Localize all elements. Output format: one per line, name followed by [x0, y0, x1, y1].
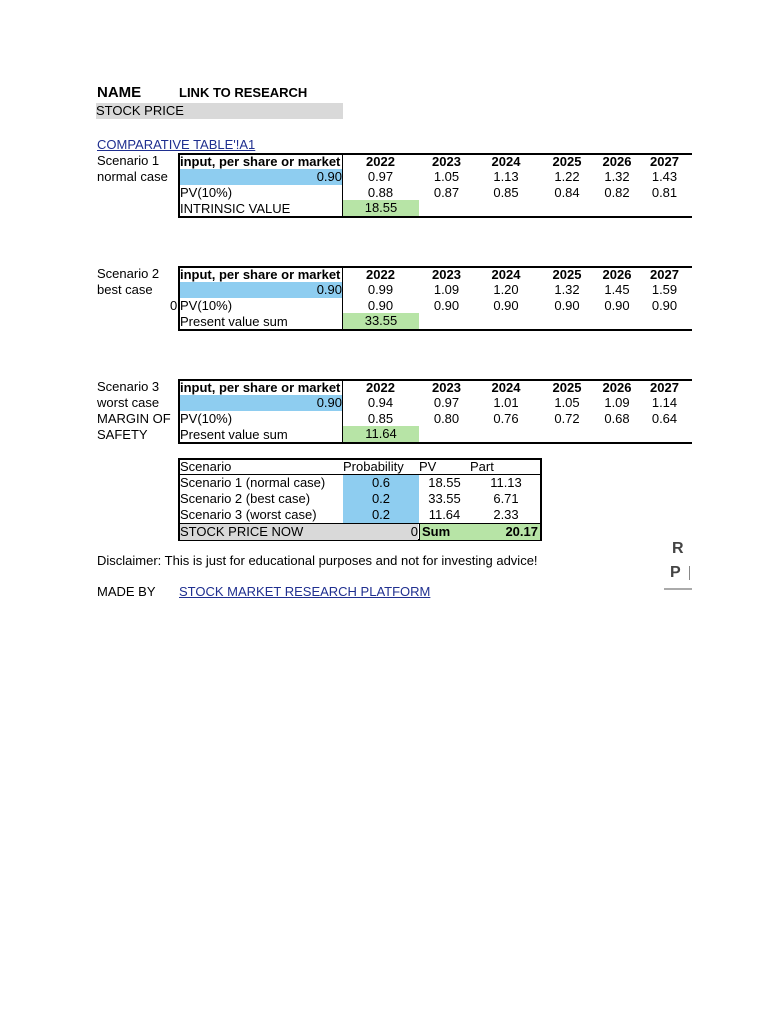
projected-value: 1.09	[604, 395, 630, 410]
year-header: 2026	[602, 267, 632, 282]
projected-value: 1.45	[604, 282, 630, 297]
year-header: 2024	[491, 267, 521, 282]
pv-label: PV(10%)	[180, 185, 233, 200]
year-header: 2027	[650, 380, 679, 395]
pv-value: 0.88	[367, 185, 394, 200]
summary-scenario-name: Scenario 3 (worst case)	[180, 507, 317, 522]
probability-value: 0.6	[371, 475, 391, 490]
projected-value: 1.09	[433, 282, 460, 297]
year-header: 2022	[366, 380, 395, 395]
pv-value: 0.80	[433, 411, 460, 426]
summary-scenario-name: Scenario 2 (best case)	[180, 491, 311, 506]
sum-value-cell[interactable]	[343, 426, 419, 442]
year-header: 2022	[366, 154, 395, 169]
pv-value: 0.84	[554, 185, 580, 200]
sum-value: 33.55	[364, 313, 398, 328]
sum-value: 11.64	[365, 426, 397, 441]
input-value: 0.90	[316, 169, 342, 184]
scenario-subtitle: normal case	[97, 169, 168, 184]
summary-scenario-name: Scenario 1 (normal case)	[180, 475, 326, 490]
year-header: 2023	[432, 380, 461, 395]
comparative-table-link[interactable]: COMPARATIVE TABLE'!A1	[97, 137, 256, 152]
stock-price-now-label: STOCK PRICE NOW	[180, 524, 304, 539]
sum-label: INTRINSIC VALUE	[180, 201, 291, 216]
sum-value-cell[interactable]	[343, 200, 419, 216]
sum-value-cell[interactable]	[343, 313, 419, 329]
year-header: 2026	[602, 154, 632, 169]
projected-value: 1.05	[554, 395, 580, 410]
projected-value: 1.32	[604, 169, 630, 184]
input-header-label: input, per share or market	[180, 267, 341, 282]
side-underline	[664, 588, 692, 590]
side-letter-r: R	[672, 540, 684, 557]
projected-value: 1.32	[554, 282, 580, 297]
side-divider	[689, 566, 690, 580]
year-header: 2026	[602, 380, 632, 395]
projected-value: 1.59	[651, 282, 678, 297]
year-header: 2023	[432, 267, 461, 282]
input-value-cell[interactable]	[180, 282, 342, 298]
input-value: 0.90	[316, 282, 342, 297]
projected-value: 0.97	[367, 169, 394, 184]
projected-value: 1.43	[651, 169, 678, 184]
link-to-research-label: LINK TO RESEARCH	[179, 85, 308, 100]
pv-label: PV(10%)	[180, 411, 233, 426]
made-by-link[interactable]: STOCK MARKET RESEARCH PLATFORM	[179, 584, 431, 599]
summary-pv: 11.64	[428, 507, 461, 522]
year-header: 2024	[491, 380, 521, 395]
input-header-label: input, per share or market	[180, 154, 341, 169]
name-label: NAME	[97, 84, 142, 101]
input-value: 0.90	[316, 395, 342, 410]
input-value-cell[interactable]	[180, 169, 342, 185]
input-header-label: input, per share or market	[180, 380, 341, 395]
summary-sum-label: Sum	[422, 524, 451, 539]
pv-value: 0.90	[604, 298, 630, 313]
safety-label: SAFETY	[97, 427, 148, 442]
pv-value: 0.64	[651, 411, 678, 426]
projected-value: 1.20	[493, 282, 519, 297]
stock-price-cell[interactable]	[96, 103, 343, 119]
probability-cell[interactable]	[343, 475, 419, 491]
sum-label: Present value sum	[180, 427, 288, 442]
summary-header: Probability	[343, 459, 404, 474]
projected-value: 0.97	[433, 395, 460, 410]
pv-value: 0.72	[554, 411, 580, 426]
year-header: 2022	[366, 267, 395, 282]
summary-sum-cell[interactable]	[419, 524, 540, 540]
summary-pv: 33.55	[428, 491, 461, 506]
pv-value: 0.81	[651, 185, 678, 200]
pv-value: 0.90	[651, 298, 678, 313]
year-header: 2024	[491, 154, 521, 169]
year-header: 2025	[552, 267, 582, 282]
projected-value: 0.94	[367, 395, 394, 410]
scenario-subtitle: best case	[97, 282, 153, 297]
summary-sum-value: 20.17	[505, 524, 538, 539]
pv-value: 0.87	[433, 185, 460, 200]
pv-value: 0.68	[604, 411, 630, 426]
summary-part: 6.71	[493, 491, 519, 506]
summary-header: PV	[419, 459, 437, 474]
margin-of-safety-label: MARGIN OF	[97, 411, 171, 426]
pv-value: 0.90	[367, 298, 394, 313]
pv-value: 0.82	[604, 185, 630, 200]
disclaimer-text: Disclaimer: This is just for educational purposes and not for investing advice!	[97, 553, 538, 568]
summary-header: Scenario	[180, 459, 232, 474]
summary-part: 11.13	[490, 475, 522, 490]
stock-price-now-value: 0	[410, 524, 418, 539]
pv-value: 0.85	[493, 185, 519, 200]
sum-label: Present value sum	[180, 314, 288, 329]
scenario-title: Scenario 2	[97, 266, 160, 281]
probability-cell[interactable]	[343, 491, 419, 507]
pv-value: 0.90	[554, 298, 580, 313]
probability-value: 0.2	[371, 491, 391, 506]
year-header: 2025	[552, 380, 582, 395]
projected-value: 1.22	[554, 169, 580, 184]
summary-part: 2.33	[493, 507, 519, 522]
scenario-subtitle: worst case	[97, 395, 160, 410]
pv-label: PV(10%)	[180, 298, 233, 313]
projected-value: 1.05	[433, 169, 460, 184]
year-header: 2025	[552, 154, 582, 169]
year-header: 2027	[650, 267, 679, 282]
scenario-title: Scenario 3	[97, 379, 160, 394]
pv-value: 0.85	[367, 411, 394, 426]
input-value-cell[interactable]	[180, 395, 342, 411]
probability-cell[interactable]	[343, 507, 419, 523]
projected-value: 0.99	[367, 282, 394, 297]
probability-value: 0.2	[371, 507, 391, 522]
pv-value: 0.76	[493, 411, 519, 426]
scenario-side-value: 0	[170, 298, 178, 313]
projected-value: 1.13	[493, 169, 519, 184]
stock-price-label: STOCK PRICE	[96, 103, 184, 118]
made-by-label: MADE BY	[97, 584, 156, 599]
summary-header: Part	[470, 459, 494, 474]
year-header: 2027	[650, 154, 679, 169]
projected-value: 1.14	[651, 395, 678, 410]
summary-pv: 18.55	[428, 475, 461, 490]
side-letter-p: P	[670, 564, 681, 581]
pv-value: 0.90	[433, 298, 460, 313]
year-header: 2023	[432, 154, 461, 169]
sum-value: 18.55	[364, 200, 398, 215]
scenario-title: Scenario 1	[97, 153, 160, 168]
projected-value: 1.01	[493, 395, 519, 410]
pv-value: 0.90	[493, 298, 519, 313]
